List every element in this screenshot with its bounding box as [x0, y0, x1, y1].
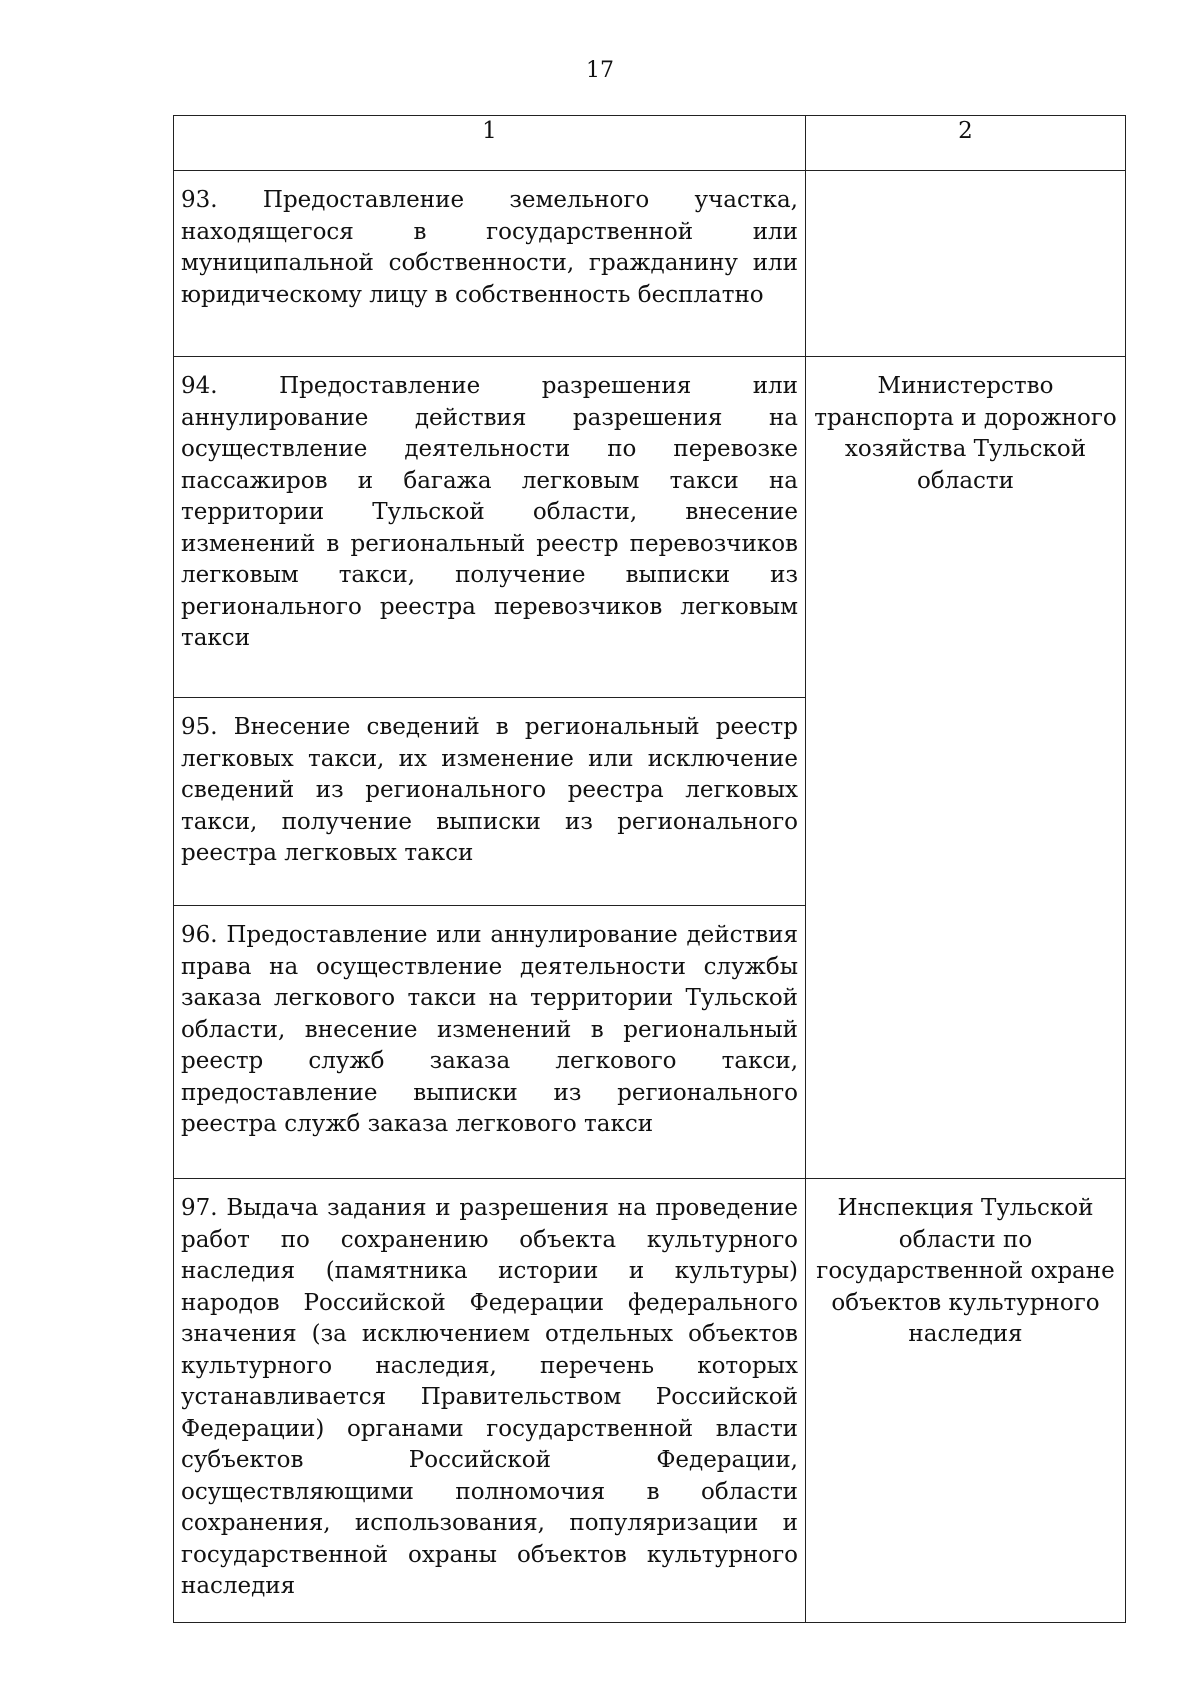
column-header-2: 2 — [806, 116, 1126, 171]
services-table — [173, 115, 1126, 1623]
service-cell-94: 94. Предоставление разрешения или аннулирование действия разрешения на осуществление деятельности по перевозке пассажиров и багажа легковым такси на территории Тульской области, внесение изменений в региональный реестр перевозчиков легковым такси, получение выписки из регионального реестра перевозчиков легковым такси — [174, 357, 806, 698]
agency-cell-heritage-inspection: Инспекция Тульской области по государственной охране объектов культурного наследия — [806, 1179, 1126, 1623]
service-cell-96: 96. Предоставление или аннулирование действия права на осуществление деятельности службы заказа легкового такси на территории Тульской области, внесение изменений в региональный реестр служб заказа легкового такси, предоставление выписки из регионального реестра служб заказа легкового такси — [174, 906, 806, 1179]
table-row — [174, 357, 1126, 698]
page-number: 17 — [586, 58, 614, 83]
column-header-1: 1 — [174, 116, 806, 171]
table-row — [174, 171, 1126, 357]
service-cell-97: 97. Выдача задания и разрешения на проведение работ по сохранению объекта культурного наследия (памятника истории и культуры) народов Российской Федерации федерального значения (за исключением отдельных объектов культурного наследия, перечень которых устанавливается Правительством Российской Федерации) органами государственной власти субъектов Российской Федерации, осуществляющими полномочия в области сохранения, использования, популяризации и государственной охраны объектов культурного наследия — [174, 1179, 806, 1623]
agency-cell-ministry-transport: Министерство транспорта и дорожного хозяйства Тульской области — [806, 357, 1126, 1179]
service-cell-93: 93. Предоставление земельного участка, находящегося в государственной или муниципальной собственности, гражданину или юридическому лицу в собственность бесплатно — [174, 171, 806, 357]
service-cell-95: 95. Внесение сведений в региональный реестр легковых такси, их изменение или исключение сведений из регионального реестра легковых такси, получение выписки из регионального реестра легковых такси — [174, 698, 806, 906]
table-row — [174, 1179, 1126, 1623]
table-header-row — [174, 116, 1126, 171]
agency-cell-empty — [806, 171, 1126, 357]
